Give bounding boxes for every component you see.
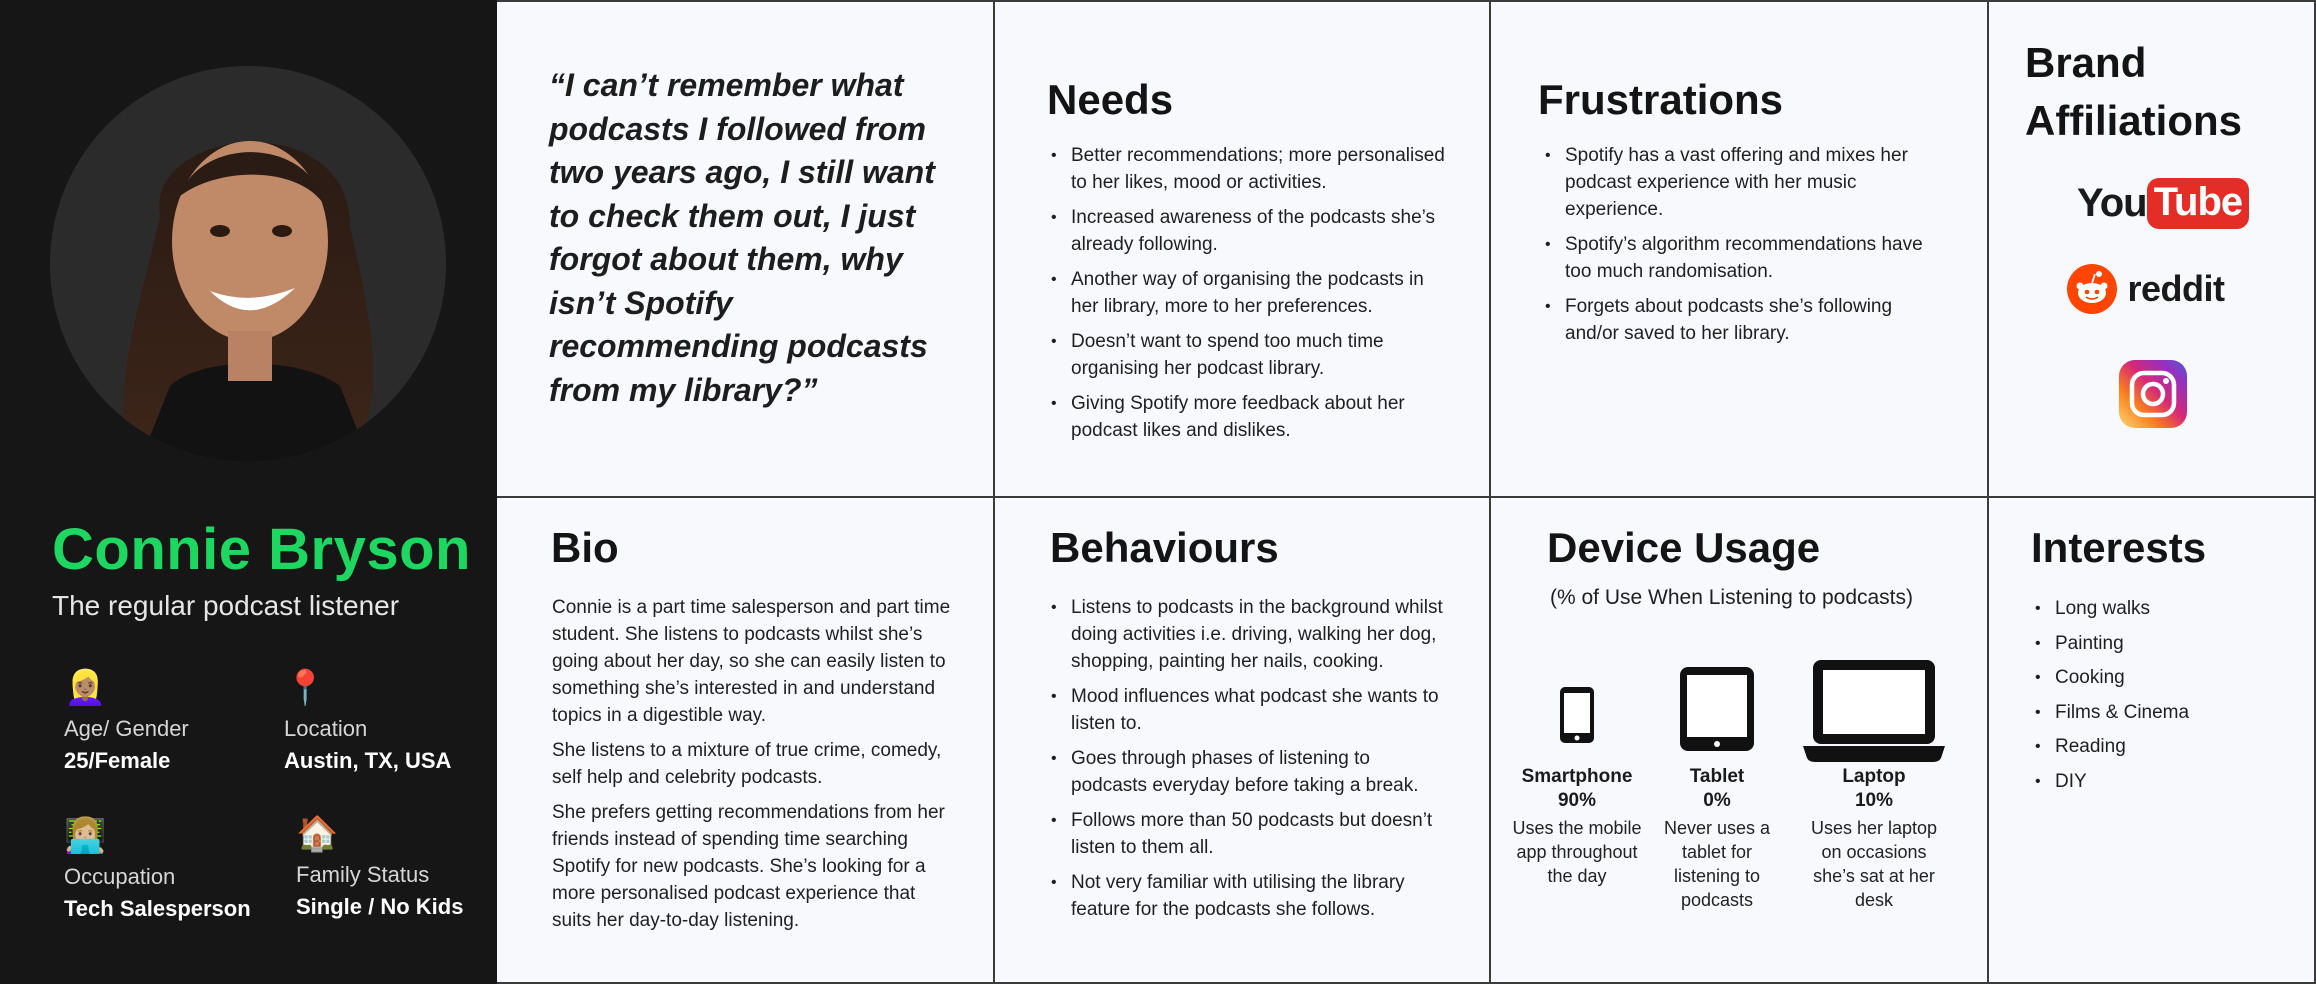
device-name: Laptop <box>1842 766 1906 787</box>
persona-photo <box>50 66 446 462</box>
needs-list <box>1045 142 1445 452</box>
bio-cell <box>497 498 995 984</box>
needs-title: Needs <box>1047 76 1174 123</box>
fact-label: Age/ Gender <box>64 716 189 741</box>
list-item: • Not very familiar with utilising the library feature for the podcasts she follows. <box>1045 869 1445 923</box>
behaviours-title: Behaviours <box>1050 524 1279 571</box>
frustrations-list <box>1539 142 1939 355</box>
fact-value: 25/Female <box>64 748 171 773</box>
needs-cell <box>995 0 1491 498</box>
frustrations-cell <box>1491 0 1989 498</box>
list-item: • Better recommendations; more personalised to her likes, mood or activities. <box>1045 142 1445 196</box>
list-item: • Cooking <box>2029 665 2289 691</box>
behaviours-list <box>1045 594 1445 931</box>
list-item: • Doesn’t want to spend too much time organising her podcast library. <box>1045 328 1445 382</box>
interests-title: Interests <box>2031 524 2207 571</box>
technologist-icon: 👩🏼‍💻 <box>64 817 107 855</box>
behaviours-cell <box>995 498 1491 984</box>
device-percent: 0% <box>1703 790 1731 811</box>
device-name: Tablet <box>1689 766 1745 787</box>
bio-title: Bio <box>551 524 619 571</box>
list-item: • Forgets about podcasts she’s following and/or saved to her library. <box>1539 293 1939 347</box>
instagram-icon <box>2119 360 2187 428</box>
fact-value: Tech Salesperson <box>64 896 251 921</box>
list-item: • DIY <box>2029 769 2289 795</box>
frustrations-title: Frustrations <box>1538 76 1784 123</box>
list-item: • Listens to podcasts in the background whilst doing activities i.e. driving, walking her dog, shopping, painting her nails, cooking. <box>1045 594 1445 675</box>
device-note: Uses the mobile app throughout the day <box>1512 818 1642 886</box>
reddit-logo <box>2067 264 2224 314</box>
smartphone-icon <box>1559 686 1595 744</box>
list-item: • Long walks <box>2029 596 2289 622</box>
bio-paragraph: She listens to a mixture of true crime, comedy, self help and celebrity podcasts. <box>552 740 942 788</box>
persona-sidebar <box>0 0 497 984</box>
list-item: • Giving Spotify more feedback about her podcast likes and dislikes. <box>1045 390 1445 444</box>
fact-family-status <box>296 814 463 920</box>
location-pin-icon: 📍 <box>284 669 327 707</box>
device-note: Uses her laptop on occasions she’s sat at her desk <box>1810 818 1938 910</box>
fact-label: Occupation <box>64 864 176 889</box>
device-tablet <box>1652 766 1782 912</box>
persona-avatar <box>50 66 446 462</box>
youtube-logo <box>2077 178 2249 229</box>
youtube-you-text: You <box>2077 181 2147 225</box>
device-percent: 10% <box>1854 790 1894 811</box>
device-name: Smartphone <box>1521 766 1633 787</box>
reddit-alien-icon <box>2067 264 2117 314</box>
persona-quote: “I can’t remember what podcasts I followed from two years ago, I still want to check them out, I just forgot about them, why isn’t Spotify recommending podcasts from my library?” <box>549 67 935 408</box>
fact-label: Location <box>284 716 368 741</box>
list-item: • Another way of organising the podcasts in her library, more to her preferences. <box>1045 266 1445 320</box>
bio-paragraph: She prefers getting recommendations from her friends instead of spending time searching Spotify for new podcasts. She’s looking for a more personalised podcast experience that suits her day-to-day listening. <box>552 802 945 931</box>
instagram-logo <box>2119 360 2187 433</box>
woman-icon: 👱🏽‍♀️ <box>64 669 107 707</box>
brand-affiliations-title: Brand Affiliations <box>2025 39 2242 144</box>
device-laptop <box>1809 766 1939 912</box>
list-item: • Painting <box>2029 631 2289 657</box>
list-item: • Increased awareness of the podcasts she’s already following. <box>1045 204 1445 258</box>
fact-age-gender <box>64 668 189 774</box>
list-item: • Reading <box>2029 734 2289 760</box>
device-usage-subtitle: (% of Use When Listening to podcasts) <box>1550 586 1914 609</box>
interests-list <box>2029 596 2289 803</box>
list-item: • Mood influences what podcast she wants to listen to. <box>1045 683 1445 737</box>
house-icon: 🏠 <box>296 815 339 853</box>
device-usage-title: Device Usage <box>1547 524 1821 571</box>
bio-paragraph: Connie is a part time salesperson and part time student. She listens to podcasts whilst she’s going about her day, so she can easily listen to something she’s interested in and understand topics in a digestible way. <box>552 597 951 726</box>
bio-text <box>552 594 952 942</box>
persona-tagline: The regular podcast listener <box>52 590 400 621</box>
persona-name: Connie Bryson <box>52 517 471 582</box>
brand-affiliations-cell <box>1989 0 2316 498</box>
fact-location <box>284 668 451 774</box>
youtube-tube-text: Tube <box>2147 178 2250 229</box>
device-note: Never uses a tablet for listening to podcasts <box>1663 818 1771 910</box>
fact-label: Family Status <box>296 862 430 887</box>
interests-cell <box>1989 498 2316 984</box>
device-usage-cell <box>1491 498 1989 984</box>
tablet-icon <box>1679 666 1755 752</box>
list-item: • Spotify has a vast offering and mixes her podcast experience with her music experience. <box>1539 142 1939 223</box>
list-item: • Spotify’s algorithm recommendations have too much randomisation. <box>1539 231 1939 285</box>
list-item: • Films & Cinema <box>2029 700 2289 726</box>
fact-occupation <box>64 816 251 922</box>
device-smartphone <box>1512 766 1642 888</box>
list-item: • Goes through phases of listening to podcasts everyday before taking a break. <box>1045 745 1445 799</box>
laptop-icon <box>1803 658 1945 764</box>
fact-value: Single / No Kids <box>296 894 464 919</box>
fact-value: Austin, TX, USA <box>284 748 452 773</box>
device-percent: 90% <box>1557 790 1597 811</box>
list-item: • Follows more than 50 podcasts but doesn’t listen to them all. <box>1045 807 1445 861</box>
reddit-wordmark: reddit <box>2127 268 2225 309</box>
quote-cell <box>497 0 995 498</box>
